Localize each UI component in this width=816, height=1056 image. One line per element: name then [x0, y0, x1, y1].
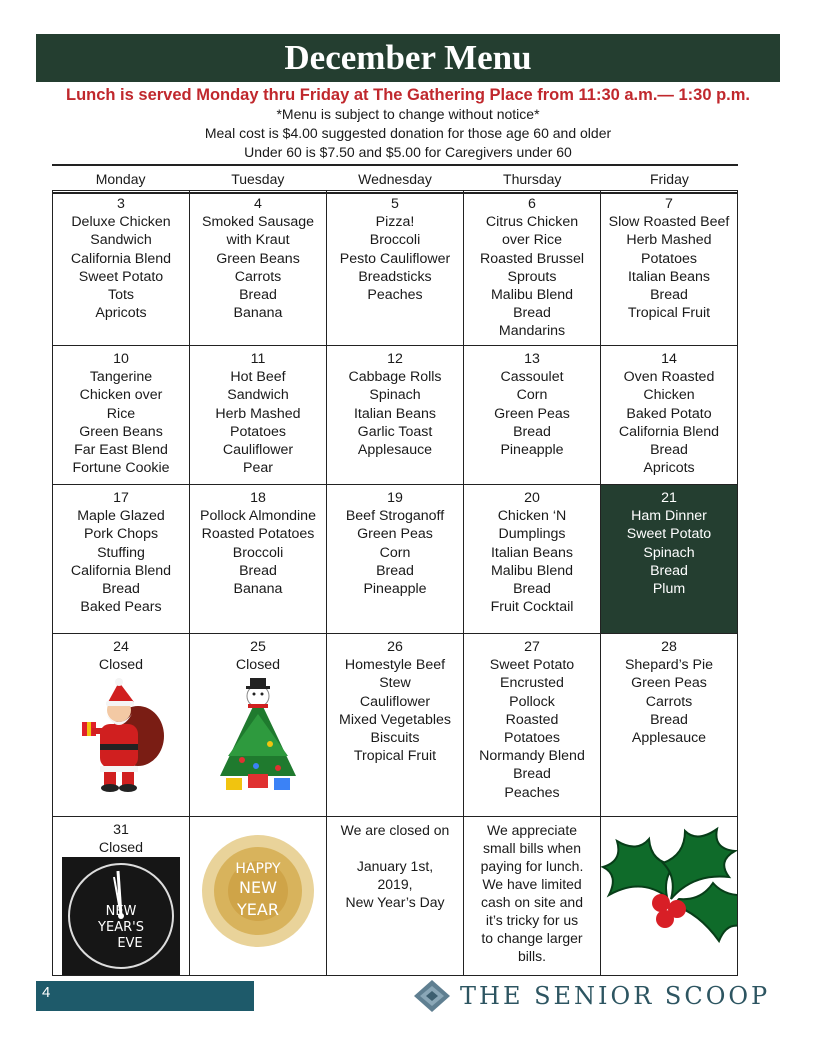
menu-item: Mixed Vegetables — [339, 711, 451, 728]
day-number: 28 — [661, 639, 677, 655]
menu-item: Green Beans — [216, 250, 300, 267]
menu-item: Applesauce — [631, 730, 707, 747]
menu-item: Bread — [513, 423, 551, 440]
day-header: Monday — [95, 171, 146, 187]
day-cell — [190, 346, 327, 485]
menu-item: Malibu Blend — [490, 562, 574, 579]
menu-item: Sandwich — [90, 232, 152, 249]
menu-item: Sweet Potato — [489, 657, 575, 674]
day-cell — [327, 485, 464, 634]
menu-item: Cauliflower — [222, 442, 294, 459]
menu-item: Tropical Fruit — [627, 305, 711, 322]
menu-item: Peaches — [504, 784, 560, 801]
menu-item: Dumplings — [498, 526, 566, 543]
day-number: 25 — [250, 639, 266, 655]
menu-calendar — [52, 190, 738, 976]
menu-item: Cauliflower — [359, 693, 431, 710]
happy-word: HAPPY — [235, 861, 281, 877]
day-header: Tuesday — [231, 171, 285, 187]
closed-notice-line: We are closed on — [340, 822, 450, 838]
menu-item: Sweet Potato — [626, 526, 712, 543]
menu-item: Sweet Potato — [78, 268, 164, 285]
day-number: 10 — [113, 351, 129, 367]
menu-item: Green Peas — [494, 405, 570, 422]
menu-item: Apricots — [95, 305, 147, 322]
menu-item: Bread — [239, 287, 277, 304]
menu-item: Carrots — [234, 268, 282, 285]
menu-item: Baked Pears — [80, 599, 162, 616]
menu-item: Encrusted — [500, 675, 564, 692]
day-cell — [190, 191, 327, 346]
day-number: 20 — [524, 490, 540, 506]
day-cell — [53, 634, 190, 817]
menu-item: Chicken ‘N — [497, 508, 567, 525]
menu-item: Bread — [650, 442, 688, 459]
week-row — [53, 485, 738, 634]
day-cell — [601, 346, 738, 485]
menu-item: Ham Dinner — [631, 508, 707, 525]
day-number: 12 — [387, 351, 403, 367]
menu-item: Italian Beans — [627, 268, 711, 285]
day-number: 24 — [113, 639, 129, 655]
menu-item: Mandarins — [498, 323, 566, 340]
menu-item: Carrots — [645, 693, 693, 710]
day-header: Thursday — [503, 171, 562, 187]
day-cell — [464, 191, 601, 346]
menu-item: Garlic Toast — [357, 423, 433, 440]
menu-item: Green Beans — [79, 423, 163, 440]
cell-text — [53, 821, 189, 857]
nye-word: EVE — [117, 936, 143, 952]
cell-text — [53, 638, 189, 674]
menu-item: Applesauce — [357, 442, 433, 459]
santa-icon — [66, 674, 176, 794]
week-row — [53, 346, 738, 485]
bills-notice-line: small bills when — [482, 840, 582, 856]
bills-notice-line: We appreciate — [486, 822, 577, 838]
happy-new-year-glitter-icon — [198, 831, 318, 951]
menu-item: Herb Mashed — [626, 232, 712, 249]
day-number: 19 — [387, 490, 403, 506]
menu-item: Far East Blend — [74, 442, 168, 459]
day-header: Friday — [649, 171, 689, 187]
menu-item: Apricots — [643, 460, 695, 477]
nye-word: YEAR'S — [98, 920, 144, 936]
bills-notice-line: bills. — [517, 948, 546, 964]
day-cell — [53, 485, 190, 634]
day-number: 11 — [250, 351, 266, 367]
menu-item: Banana — [233, 581, 283, 598]
menu-item: Pollock — [509, 693, 555, 710]
day-number: 27 — [524, 639, 540, 655]
menu-item: Closed — [98, 840, 144, 857]
menu-item: Bread — [650, 711, 688, 728]
day-number: 5 — [391, 196, 399, 212]
menu-item: Pesto Cauliflower — [339, 250, 451, 267]
day-number: 31 — [113, 822, 129, 838]
day-number: 14 — [661, 351, 677, 367]
menu-item: Shepard’s Pie — [624, 657, 714, 674]
menu-item: Pollock Almondine — [200, 508, 316, 525]
page-number: 4 — [42, 984, 51, 1001]
menu-item: with Kraut — [226, 232, 290, 249]
menu-item: Pineapple — [500, 442, 564, 459]
menu-title: December Menu — [36, 34, 780, 82]
menu-item: Pork Chops — [83, 526, 159, 543]
nye-word: NEW — [105, 904, 137, 920]
menu-item: Corn — [379, 544, 411, 561]
day-cell — [464, 346, 601, 485]
menu-item: Herb Mashed — [215, 405, 301, 422]
bills-notice-line: it’s tricky for us — [485, 912, 579, 928]
menu-item: Pizza! — [375, 214, 415, 231]
menu-item: California Blend — [70, 562, 172, 579]
menu-item: Bread — [650, 562, 688, 579]
bills-notice-line: paying for lunch. — [480, 858, 584, 874]
menu-item: Italian Beans — [353, 405, 437, 422]
menu-item: Baked Potato — [626, 405, 712, 422]
menu-item: Broccoli — [232, 544, 284, 561]
menu-item: Citrus Chicken — [485, 214, 579, 231]
day-cell — [464, 485, 601, 634]
week-row — [53, 634, 738, 817]
holly-icon — [601, 817, 738, 967]
menu-item: Roasted Potatoes — [201, 526, 315, 543]
bills-notice-line: to change larger — [481, 930, 583, 946]
day-cell — [190, 485, 327, 634]
day-number: 4 — [254, 196, 262, 212]
day-cell — [53, 191, 190, 346]
menu-item: Homestyle Beef — [344, 657, 446, 674]
day-number: 21 — [661, 490, 677, 506]
menu-item: Bread — [102, 581, 140, 598]
newsletter-brand: THE SENIOR SCOOP — [460, 982, 771, 1010]
menu-item: Spinach — [369, 387, 421, 404]
closed-notice-line: New Year’s Day — [345, 894, 445, 910]
lunch-hours-note: Lunch is served Monday thru Friday at The Gathering Place from 11:30 a.m.— 1:30 p.m. — [65, 86, 751, 104]
menu-item: Roasted Brussel — [479, 250, 585, 267]
day-cell-highlighted — [601, 485, 738, 634]
menu-item: Italian Beans — [490, 544, 574, 561]
day-cell — [601, 191, 738, 346]
menu-item: Bread — [239, 562, 277, 579]
week-row — [53, 817, 738, 976]
day-number: 18 — [250, 490, 266, 506]
menu-item: Bread — [513, 766, 551, 783]
day-number: 26 — [387, 639, 403, 655]
day-number: 3 — [117, 196, 125, 212]
bills-notice-line: We have limited — [482, 876, 582, 892]
menu-item: Oven Roasted — [623, 369, 715, 386]
day-cell-empty — [190, 817, 327, 976]
menu-item: Corn — [516, 387, 548, 404]
menu-item: Green Peas — [631, 675, 707, 692]
menu-item: Potatoes — [229, 423, 286, 440]
menu-item: Chicken — [643, 387, 695, 404]
day-header: Wednesday — [358, 171, 432, 187]
cost-note: Meal cost is $4.00 suggested donation for those age 60 and older — [204, 125, 612, 141]
menu-item: Banana — [233, 305, 283, 322]
menu-item: Sandwich — [227, 387, 289, 404]
senior-scoop-logo-icon — [410, 978, 454, 1014]
menu-item: Bread — [513, 581, 551, 598]
menu-item: Deluxe Chicken — [71, 214, 171, 231]
day-number: 6 — [528, 196, 536, 212]
footer-bar — [36, 981, 254, 1011]
day-cell — [327, 634, 464, 817]
closed-notice-cell — [327, 817, 464, 976]
menu-item: Biscuits — [370, 730, 420, 747]
menu-item: Tots — [107, 287, 135, 304]
christmas-tree-icon — [208, 674, 308, 799]
day-cell — [190, 634, 327, 817]
holly-cell — [601, 817, 738, 976]
day-number: 13 — [524, 351, 540, 367]
closed-notice-line: 2019, — [377, 876, 413, 892]
menu-item: Peaches — [367, 287, 423, 304]
menu-item: Rice — [106, 405, 136, 422]
menu-item: Chicken over — [79, 387, 163, 404]
happy-word: NEW — [239, 878, 277, 897]
menu-item: Bread — [376, 562, 414, 579]
day-cell — [327, 191, 464, 346]
menu-item: Fortune Cookie — [72, 460, 170, 477]
day-cell — [601, 634, 738, 817]
menu-item: Fruit Cocktail — [490, 599, 574, 616]
cell-text — [190, 638, 326, 674]
day-number: 17 — [113, 490, 129, 506]
bills-notice-cell — [464, 817, 601, 976]
closed-notice-line: January 1st, — [356, 858, 434, 874]
day-cell — [464, 634, 601, 817]
under60-note: Under 60 is $7.50 and $5.00 for Caregivers under 60 — [244, 144, 572, 160]
menu-item: Maple Glazed — [77, 508, 165, 525]
menu-item: Green Peas — [357, 526, 433, 543]
menu-item: Pear — [243, 460, 273, 477]
bills-notice-line: cash on site and — [481, 894, 583, 910]
menu-item: Potatoes — [640, 250, 697, 267]
menu-item: Normandy Blend — [479, 748, 585, 765]
menu-item: Tropical Fruit — [353, 748, 437, 765]
menu-item: Closed — [235, 657, 281, 674]
week-row — [53, 191, 738, 346]
day-number: 7 — [665, 196, 673, 212]
menu-item: Sprouts — [507, 268, 557, 285]
menu-item: Smoked Sausage — [202, 214, 314, 231]
menu-item: over Rice — [502, 232, 562, 249]
change-note: *Menu is subject to change without notice* — [276, 106, 540, 122]
menu-item: Beef Stroganoff — [345, 508, 445, 525]
menu-item: Breadsticks — [358, 268, 432, 285]
menu-item: Broccoli — [369, 232, 421, 249]
menu-item: Spinach — [643, 544, 695, 561]
menu-item: Roasted — [505, 711, 559, 728]
menu-item: Hot Beef — [230, 369, 286, 386]
menu-item: Bread — [650, 287, 688, 304]
menu-item: Cassoulet — [500, 369, 564, 386]
menu-item: Pineapple — [363, 581, 427, 598]
menu-item: Malibu Blend — [490, 287, 574, 304]
bills-notice — [464, 817, 600, 965]
menu-item: Stew — [379, 675, 411, 692]
menu-item: Potatoes — [503, 730, 560, 747]
day-cell — [53, 346, 190, 485]
day-cell — [327, 346, 464, 485]
menu-item: Plum — [652, 581, 686, 598]
menu-item: Bread — [513, 305, 551, 322]
menu-item: Closed — [98, 657, 144, 674]
new-years-eve-clock-icon — [62, 857, 180, 975]
menu-item: Cabbage Rolls — [348, 369, 442, 386]
menu-item: California Blend — [70, 250, 172, 267]
menu-item: Slow Roasted Beef — [608, 214, 730, 231]
happy-word: YEAR — [237, 900, 279, 919]
day-cell — [53, 817, 190, 976]
menu-item: Tangerine — [89, 369, 153, 386]
menu-item: Stuffing — [97, 544, 145, 561]
menu-item: California Blend — [618, 423, 720, 440]
closed-notice — [327, 817, 463, 911]
